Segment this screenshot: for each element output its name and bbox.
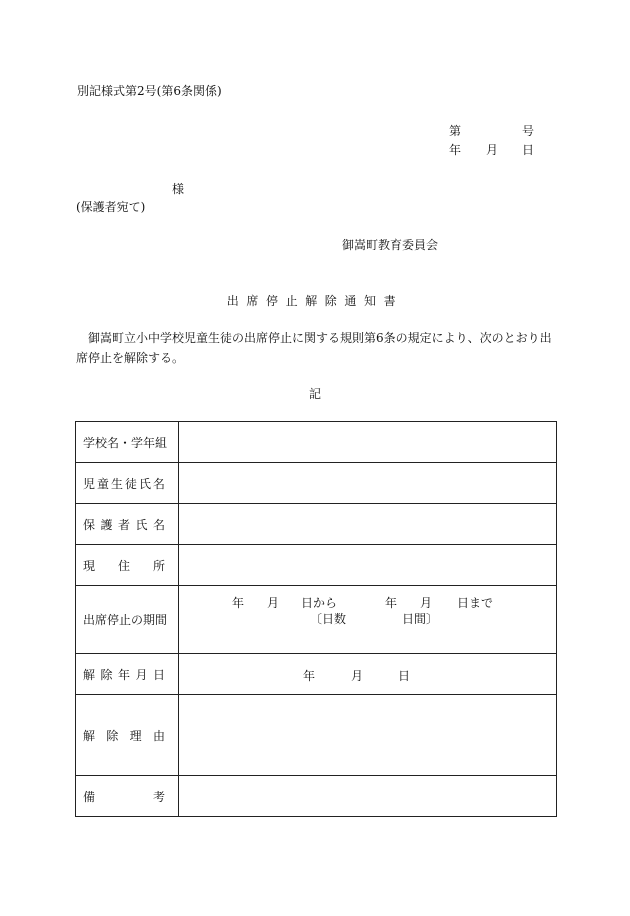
period-label-text: 出席停止の期間 (83, 613, 168, 627)
reason-char: 解 (83, 728, 96, 743)
table-row-student-name (76, 463, 557, 504)
reason-field[interactable] (179, 695, 557, 776)
document-number-suffix: 号 (522, 124, 535, 138)
guardian-name-char: 名 (152, 517, 165, 532)
remarks-char: 考 (152, 789, 165, 804)
table-row-address (76, 545, 557, 586)
release-date-field[interactable] (179, 654, 557, 695)
body-paragraph: 御嵩町立小中学校児童生徒の出席停止に関する規則第6条の規定により、次のとおり出席停止を解除する。 (76, 331, 552, 365)
guardian-name-field[interactable] (179, 504, 557, 545)
guardian-name-label (76, 504, 179, 545)
period-start-month: 月 (267, 596, 280, 610)
release-date-label (76, 654, 179, 695)
release-date-char: 解 (83, 667, 96, 682)
period-days-close: 日間〕 (402, 612, 439, 626)
release-date-year: 年 (303, 669, 316, 683)
address-char: 現 (83, 558, 96, 573)
school-grade-label-text: 学校名・学年組 (83, 435, 168, 450)
issue-date-year: 年 (449, 143, 462, 157)
table-row-period (76, 586, 557, 654)
info-table (75, 421, 557, 817)
reason-char: 理 (129, 728, 142, 743)
document-number-prefix: 第 (449, 124, 462, 138)
issue-date-month: 月 (486, 143, 499, 157)
student-name-char: 生 (110, 476, 123, 491)
reason-label (76, 695, 179, 776)
issue-date-day: 日 (522, 143, 535, 157)
student-name-char: 児 (83, 476, 96, 491)
release-date-char: 日 (152, 667, 165, 682)
table-row-reason (76, 695, 557, 776)
period-end-day: 日まで (457, 596, 494, 610)
school-grade-field[interactable] (179, 422, 557, 463)
remarks-label (76, 776, 179, 817)
period-label (76, 586, 179, 654)
form-number-label: 別記様式第2号(第6条関係) (77, 84, 222, 98)
period-field[interactable] (179, 586, 557, 654)
table-row-release-date (76, 654, 557, 695)
reason-char: 除 (106, 728, 119, 743)
table-row-school-grade (76, 422, 557, 463)
student-name-char: 徒 (124, 476, 137, 491)
school-grade-label (76, 422, 179, 463)
document-title: 出席停止解除通知書 (226, 294, 404, 308)
student-name-label (76, 463, 179, 504)
address-char: 住 (117, 558, 130, 573)
issuer-name: 御嵩町教育委員会 (342, 238, 439, 252)
addressee-note: (保護者宛て) (76, 200, 146, 214)
student-name-char: 氏 (138, 476, 151, 491)
release-date-char: 年 (117, 667, 130, 682)
student-name-char: 童 (96, 476, 109, 491)
release-date-day: 日 (398, 669, 411, 683)
student-name-char: 名 (152, 476, 165, 491)
address-field[interactable] (179, 545, 557, 586)
remarks-field[interactable] (179, 776, 557, 817)
release-date-char: 除 (100, 667, 113, 682)
guardian-name-char: 護 (100, 517, 113, 532)
period-end-year: 年 (385, 596, 398, 610)
release-date-month: 月 (351, 669, 364, 683)
period-start-day: 日から (301, 596, 338, 610)
period-start-year: 年 (232, 596, 245, 610)
guardian-name-char: 氏 (135, 517, 148, 532)
guardian-name-char: 者 (117, 517, 130, 532)
address-char: 所 (152, 558, 165, 573)
reason-char: 由 (152, 728, 165, 743)
address-label (76, 545, 179, 586)
guardian-name-char: 保 (83, 517, 96, 532)
release-date-char: 月 (135, 667, 148, 682)
period-end-month: 月 (420, 596, 433, 610)
remarks-char: 備 (83, 789, 96, 804)
addressee-honorific: 様 (172, 182, 185, 196)
ki-marker: 記 (308, 387, 321, 401)
table-row-guardian-name (76, 504, 557, 545)
student-name-field[interactable] (179, 463, 557, 504)
table-row-remarks (76, 776, 557, 817)
period-days-open: 〔日数 (310, 612, 347, 626)
